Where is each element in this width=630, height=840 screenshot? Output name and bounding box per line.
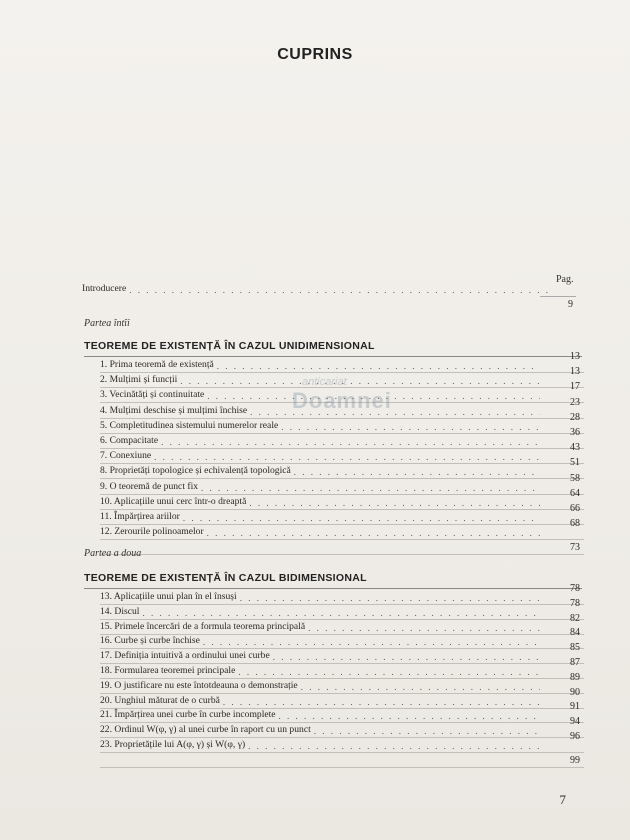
- toc-entry-page: 17: [570, 381, 580, 393]
- part-one-heading: TEOREME DE EXISTENȚĂ ÎN CAZUL UNIDIMENSIONAL: [84, 340, 375, 352]
- leader-dots: [248, 740, 540, 752]
- leader-dots: [279, 710, 540, 722]
- toc-entry-page: 43: [570, 442, 580, 454]
- leader-dots: [240, 592, 540, 604]
- toc-entry: [100, 649, 540, 663]
- toc-entry-page: 73: [570, 542, 580, 554]
- toc-entry-label: 19. O justificare nu este întotdeauna o demonstrație: [100, 679, 298, 691]
- toc-entry-page: 68: [570, 518, 580, 530]
- page-title: CUPRINS: [277, 46, 353, 63]
- leader-dots: [223, 696, 540, 708]
- toc-entry-page: 13: [570, 366, 580, 378]
- toc-entry-page: 84: [570, 627, 580, 639]
- toc-entry-label: 16. Curbe și curbe închise: [100, 635, 200, 647]
- toc-entry-label: 23. Proprietățile lui A(φ, γ) și W(φ, γ): [100, 739, 246, 750]
- leader-dots: [161, 436, 540, 448]
- toc-intro-label: Introducere: [82, 283, 127, 294]
- toc-entry-label: 21. Împărțirea unei curbe în curbe incomplete: [100, 709, 276, 721]
- toc-entry: [100, 590, 540, 604]
- toc-entry: [100, 694, 540, 708]
- toc-entry: [100, 449, 540, 463]
- toc-entry-page: 99: [570, 754, 580, 766]
- toc-entry: [100, 738, 540, 752]
- toc-entry-page: 90: [570, 686, 580, 698]
- leader-dots: [314, 725, 540, 737]
- toc-entry: [100, 525, 540, 539]
- toc-entry: [100, 480, 540, 494]
- leader-dots: [217, 360, 540, 372]
- row-rule: [100, 767, 584, 768]
- toc-entry: [100, 605, 540, 619]
- toc-entry-label: 2. Mulțimi și funcții: [100, 374, 178, 386]
- part-two-heading: TEOREME DE EXISTENȚĂ ÎN CAZUL BIDIMENSIONAL: [84, 572, 367, 584]
- toc-entry: [100, 679, 540, 693]
- toc-entry-label: 9. O teoremă de punct fix: [100, 480, 199, 492]
- toc-entry-page: 87: [570, 657, 580, 668]
- toc-entry: [100, 723, 540, 737]
- leader-dots: [154, 451, 540, 463]
- toc-entry-label: 6. Compacitate: [100, 435, 159, 446]
- leader-dots: [142, 607, 540, 619]
- watermark-line-2: Doamnei: [292, 388, 392, 413]
- toc-entry-label: 14. Discul: [100, 605, 140, 617]
- divider: [540, 296, 576, 297]
- toc-entry-page: 64: [570, 487, 580, 499]
- row-rule: [100, 539, 584, 540]
- toc-entry-label: 10. Aplicațiile unui cerc într-o dreaptă: [100, 495, 247, 507]
- toc-entry-page: 58: [570, 472, 580, 484]
- toc-entry-page: 89: [570, 671, 580, 683]
- toc-entry: [100, 664, 540, 678]
- toc-entry-label: 20. Unghiul măturat de o curbă: [100, 694, 220, 706]
- leader-dots: [207, 527, 540, 539]
- leader-dots: [238, 666, 540, 678]
- toc-entry-page: 28: [570, 411, 580, 423]
- row-rule: [100, 554, 584, 555]
- toc-entry: [100, 708, 540, 722]
- leader-dots: [249, 497, 540, 509]
- toc-entry-page: 85: [570, 642, 580, 654]
- toc-entry: [100, 434, 540, 448]
- toc-entry: [100, 495, 540, 509]
- watermark-line-1: anticariat: [302, 376, 347, 388]
- toc-entry-label: 12. Zerourile polinoamelor: [100, 526, 204, 538]
- toc-entry: [100, 634, 540, 648]
- toc-entry-label: 5. Completitudinea sistemului numerelor reale: [100, 419, 279, 431]
- leader-dots: [273, 651, 540, 663]
- page-number: 7: [559, 792, 566, 807]
- leader-dots: [129, 284, 552, 296]
- toc-entry: [100, 620, 540, 634]
- toc-entry-label: 22. Ordinul W(φ, γ) al unei curbe în raport cu un punct: [100, 724, 311, 736]
- toc-entry-page: 36: [570, 427, 580, 438]
- toc-entry-label: 15. Primele încercări de a formula teorema principală: [100, 620, 306, 632]
- pag-column-label: Pag.: [556, 274, 574, 285]
- part-two-label: Partea a doua: [84, 548, 142, 559]
- toc-entry-page: 78: [570, 597, 580, 609]
- leader-dots: [183, 512, 540, 524]
- toc-entry-label: 11. Împărțirea ariilor: [100, 511, 180, 522]
- toc-entry-page: 23: [570, 396, 580, 408]
- leader-dots: [203, 636, 540, 648]
- toc-entry-label: 3. Vecinătăți și continuitate: [100, 389, 205, 401]
- watermark-logo: [272, 376, 402, 436]
- leader-dots: [301, 681, 540, 693]
- section-rule: [84, 588, 582, 589]
- toc-entry-label: 4. Mulțimi deschise și mulțimi închise: [100, 404, 248, 416]
- toc-entry-label: 13. Aplicațiile unui plan în el însuși: [100, 591, 237, 602]
- toc-entry-label: 1. Prima teoremă de existență: [100, 359, 214, 370]
- toc-entry-page: 78: [570, 583, 580, 594]
- leader-dots: [308, 622, 540, 634]
- toc-entry-label: 7. Conexiune: [100, 450, 152, 462]
- toc-entry-page: 96: [570, 731, 580, 742]
- toc-entry-label: 18. Formularea teoremei principale: [100, 665, 236, 676]
- section-rule: [84, 356, 582, 357]
- toc-entry-page: 66: [570, 503, 580, 514]
- toc-entry-page: 13: [570, 351, 580, 362]
- toc-entry-page: 94: [570, 716, 580, 728]
- toc-intro-row: [82, 282, 552, 296]
- part-one-label: Partea întîi: [84, 318, 130, 329]
- toc-entry-label: 17. Definiția intuitivă a ordinului unei curbe: [100, 650, 270, 662]
- toc-entry: [100, 464, 540, 478]
- toc-entry: [100, 510, 540, 524]
- toc-entry: [100, 358, 540, 372]
- toc-intro-page: 9: [568, 299, 573, 310]
- toc-entry-page: 91: [570, 701, 580, 713]
- toc-entry-page: 51: [570, 457, 580, 469]
- leader-dots: [201, 482, 540, 494]
- row-rule: [100, 752, 584, 753]
- leader-dots: [294, 466, 540, 478]
- toc-entry-label: 8. Proprietăți topologice și echivalență topologică: [100, 465, 291, 477]
- toc-entry-page: 82: [570, 612, 580, 624]
